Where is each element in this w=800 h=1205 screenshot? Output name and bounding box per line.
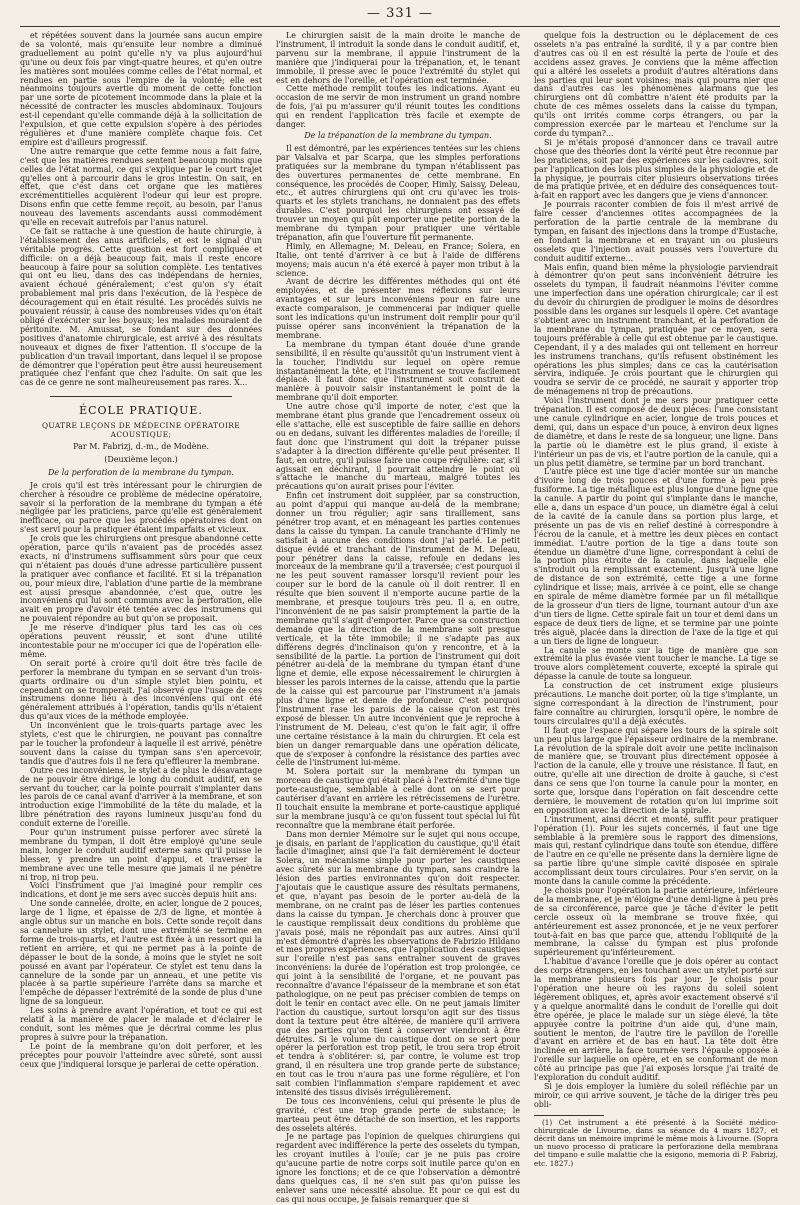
paragraph: Outre ces inconvéniens, le stylet a de plus le désavantage de ne pouvoir être dirigé le long du conduit auditif, en se servant du toucher, car la pointe pourrait s'implanter dans les parois de ce canal avant d'arriver à la membrane, et son introduction exige l'immobilité de la tête du malade, et la libre pénétration des rayons lumineux jusqu'au fond du conduit externe de l'oreille. (20, 765, 262, 829)
paragraph: Himly, en Allemagne; M. Deleau, en France; Solera, en Italie, ont tenté d'arriver à ce but à l'aide de différens moyens; mais aucun n'a été exercé à payer mon tribut à la science. (276, 241, 520, 278)
paragraph: La construction de cet instrument exige plusieurs précautions. Le manche doit porter, où la tige s'implante, un signe correspondant à la direction de l'instrument, pour faire connaître au chirurgien, lorsqu'il opère, le nombre de tours circulaires qu'il a déjà exécutés. (534, 681, 778, 726)
paragraph: Un inconvénient que le trois-quarts partage avec les stylets, c'est que le chirurgien, ne pouvant pas connaître par le toucher la profondeur à laquelle il est arrivé, pénètre souvent dans la caisse du tympan sans s'en apercevoir, tandis que d'autres fois il ne fera qu'effleurer la membrane. (20, 721, 262, 766)
footnote-rule (534, 1115, 604, 1116)
paragraph: On serait porté à croire qu'il doit être très facile de perforer la membrane du tympan en se servant d'un trois-quarts ordinaire ou d'un simple stylet bien pointu, et cependant on se tromperait. J'ai observé que l'usage de ces instrumens donne lieu à des inconvéniens qui ont été généralement attribués à l'opération, tandis qu'ils n'étaient dus qu'aux vices de la méthode employée. (20, 658, 262, 722)
paragraph: et répétées souvent dans la journée sans aucun empire de sa volonté, mais qu'ensuite leur nombre a diminué graduellement au point qu'elle n'y va plus aujourd'hui qu'une ou deux fois par vingt-quatre heures, et qu'en outre les matières sont moulées comme celles de l'état normal, et rendues en partie sous l'empire de la volonté; elle est néanmoins toujours avertie du moment de cette fonction par une sorte de picotement incommode dans la plaie et la nécessité de contracter les muscles abdominaux. Toujours est-il cependant qu'elle commande déjà à la sollicitation de l'expulsion, et que cette expulsion s'opère à des périodes régulières et d'une manière complète chaque fois. Cet empire est d'ailleurs progressif. (20, 31, 262, 147)
paragraph: Je crois que les chirurgiens ont presque abandonné cette opération, parce qu'ils n'avaient pas de procédés assez exacts, ni d'instrumens suffisamment sûrs pour que ceux qui n'étaient pas doués d'une adresse particulière pussent la pratiquer avec confiance et facilité. Et si la trépanation ou, pour mieux dire, l'ablation d'une partie de la membrane est aussi presque abandonnée, c'est que, outre les inconvéniens qui lui sont communs avec la perforation, elle avait en propre d'avoir été tentée avec des instrumens qui ne pouvaient répondre au but qu'on se proposait. (20, 534, 262, 624)
column-2-text-b (276, 145, 520, 1205)
intro-text (20, 32, 262, 388)
paragraph: Une autre chose qu'il importe de noter, c'est que la membrane étant plus grande que l'encadrement osseux où elle s'attache, elle est susceptible de faire saillie en dehors ou en dedans, suivant les différentes maladies de l'oreille; il faut donc que l'instrument qui doit la trépaner puisse s'adapter à la direction différente qu'elle peut présenter. Il faut, en outre, qu'il puisse faire une coupe régulière: car, s'il agissait en déchirant, il pourrait atteindre le point où s'attache le manche du marteau, malgré toutes les précautions qu'on aurait prises pour l'éviter. (276, 402, 520, 492)
article-body (20, 482, 262, 1070)
header-rule (20, 26, 780, 27)
paragraph: Dans mon dernier Mémoire sur le sujet qui nous occupe, je disais, en parlant de l'application du caustique, qu'il était facile d'imaginer, ainsi que l'a fait dernièrement le docteur Solera, un mécanisme simple pour porter les caustiques avec sûreté sur la membrane du tympan, sans craindre la lésion des parties environnantes qu'on doit respecter. J'ajoutais que le caustique assure des résultats permanens, et que, n'ayant pas besoin de le porter au-delà de la membrane, on ne craint pas de léser les parties contenues dans la caisse du tympan. Je cherchais donc à prouver que le caustique remplissait deux conditions du problème que j'avais posé, mais ne répondait pas aux autres. Ainsi qu'il m'est démontré d'après les observations de Fabrizio Hildano et mes propres expériences, que l'application des caustiques sur l'oreille n'est pas sans entraîner souvent de graves inconvéniens: la durée de l'opération est trop prolongée, ce qui joint à la sensibilité de l'organe, et ne pouvant pas reconnaître d'avance l'épaisseur de la membrane et son état pathologique, on ne peut pas préciser combien de temps on doit le tenir en contact avec elle. On ne peut jamais limiter l'action du caustique, surtout lorsqu'on agit sur des tissus dont la texture peut être altérée, de manière qu'il arrivera que des parties qu'on tient à conserver viendront à être détruites. Si le volume du caustique dont on se sert pour opérer la perforation est trop petit, le trou sera trop étroit et tendra à s'oblitérer: si, par contre, le volume est trop grand, il en résultera une trop grande perte de substance; en tout cas le trou n'aura pas une forme régulière, et l'on sait combien l'inflammation s'empare rapidement et avec intensité des tissus divisés irrégulièrement. (276, 829, 520, 1097)
paragraph: quelque fois la destruction ou le déplacement de ces osselets n'a pas entraîné la surdité, il y a par contre bien d'autres cas où il en est résulté la perte de l'ouïe et des accidens assez graves. Je conviens que la même affection qui a altéré les osselets a produit d'autres altérations dans les parties qui leur sont voisines; mais qui pourra nier que dans d'autres cas les phénomènes alarmans que les chirurgiens ont dû combattre n'aient été produits par la chute de ces mêmes osselets dans la caisse du tympan, qu'ils ont irrités comme corps étrangers, ou par la compression exercée par le marteau et l'enclume sur la corde du tympan?... (534, 31, 778, 138)
paragraph: Pour qu'un instrument puisse perforer avec sûreté la membrane du tympan, il doit être employé qu'une seule main, longer le conduit auditif externe sans qu'il puisse le blesser, y prendre un point d'appui, et traverser la membrane avec une telle mesure que jamais il ne pénètre ni trop, ni trop peu. (20, 828, 262, 882)
paragraph: La canule se monte sur la tige de manière que son extrémité la plus évasée vient toucher le manche. La tige se trouve alors complètement couverte, excepté la spirale qui dépasse la canule de toute sa longueur. (534, 645, 778, 682)
paragraph: Ce fait se rattache à une question de haute chirurgie, à l'établissement des anus artificiels, et est le signal d'un véritable progrès. Cette question est fort compliquée et difficile: on a déjà beaucoup fait, mais il reste encore beaucoup à faire pour sa solution complète. Les tentatives qui ont eu lieu, dans des cas indépendans de hernies, avaient échoué généralement; c'est qu'on s'y était probablement mal pris dans l'exécution, de là l'espèce de découragement qui en était résulté. Les procédés suivis ne pouvaient réussir, à cause des nombreuses vides qu'on était obligé d'exécuter sur les boyaux; les malades mouraient de péritonite. M. Amussat, se fondant sur des données positives d'anatomie chirurgicale, est arrivé à des résultats nouveaux et dignes de fixer l'attention. Il s'occupe de la publication d'un travail important, dans lequel il se propose de démontrer que l'opération peut être aussi heureusement pratiquée chez l'enfant que chez l'adulte. On sait que les cas de ce genre ne sont malheureusement pas rares. X... (20, 226, 262, 388)
paragraph: Il faut que l'espace qui sépare les tours de la spirale soit un peu plus large que l'épaisseur ordinaire de la membrane. La révolution de la spirale doit avoir une petite inclinaison de manière que, se trouvant plus directement opposée à l'action de la canule, elle y trouve une résistance. Il faut, en outre, qu'elle ait une direction de droite à gauche, si c'est dans ce sens que l'on tourne la canule pour la monter, en sorte que, lorsque dans l'opération on fait descendre cette dernière, le mouvement de rotation qu'on lui imprime soit en opposition avec la direction de la spirale. (534, 725, 778, 815)
paragraph: L'autre pièce est une tige d'acier montée sur un manche d'ivoire long de trois pouces et d'une forme à peu près fusiforme. La tige métallique est plus longue d'une ligne que la canule. A partir du point qui s'implante dans le manche, elle a, dans un espace d'un pouce, un diamètre égal à celui de la cavité de la canule dans sa portion plus large, et présente un pas de vis en relief destiné à correspondre à l'écrou de la canule, et à mettre les deux pièces en contact immédiat. L'autre portion de la tige a dans toute son étendue un diamètre d'une ligne, correspondant à celui de la portion plus étroite de la canule, dans laquelle elle s'introduit ou la remplissant exactement. Jusqu'à une ligne de distance de son extrémité, cette tige a une forme cylindrique et lisse; mais, arrivée à ce point, elle se change en spirale de même diamètre formée par un fil métallique de la grosseur d'un tiers de ligne, tournant autour d'un axe d'un tiers de ligne. Cette spirale fait un tour et demi dans un espace de deux tiers de ligne, et se termine par une pointe très aiguë, placée dans la direction de l'axe de la tige et qui a un tiers de ligne de longueur. (534, 467, 778, 646)
paragraph: Mais enfin, quand bien même la physiologie parviendrait à démontrer qu'on peut sans inconvénient détruire les osselets du tympan, il faudrait néanmoins l'éviter comme une imperfection dans une opération chirurgicale; car il est du devoir du chirurgien de prodiguer le moins de désordres possible dans les organes sur lesquels il opère. Cet avantage s'obtient avec un instrument tranchant, et la perforation de la membrane du tympan, pratiquée par ce moyen, sera toujours préférable à celle qui est obtenue par le caustique. Cependant, il y a des malades qui ont tellement en horreur les instrumens tranchans, qu'ils refusent obstinément les opérations les plus simples; dans ce cas la cautérisation servira, indiquée. Je crois pourtant que le chirurgien qui voudra se servir de ce procédé, ne saurait y apporter trop de ménagemens ni trop de précautions. (534, 262, 778, 397)
paragraph: Voici l'instrument dont je me sers pour pratiquer cette trépanation. Il est composé de deux pièces: l'une consistant une canule cylindrique en acier, longue de trois pouces et demi, qui, dans un espace d'un pouce, à environ deux lignes de diamètre, et dans le reste de sa longueur, une ligne. Dans la partie où le diamètre est le plus grand, il existe à l'intérieur un pas de vis, et l'autre portion de la canule, qui a un plus petit diamètre, se termine par un bord tranchant. (534, 396, 778, 468)
column-3-text (534, 32, 778, 1110)
paragraph: Je ne partage pas l'opinion de quelques chirurgiens qui regardent avec indifférence la perte des osselets du tympan, les croyant inutiles à l'ouïe; car je ne puis pas croire qu'aucune partie de notre corps soit inutile parce qu'on en ignore les fonctions; et de ce que l'observation a démontré dans quelques cas, il ne s'en suit pas qu'on puisse les enlever sans une nécessité absolue. Et pour ce qui est du cas qui nous occupe, je faisais remarquer que si (276, 1132, 520, 1204)
article-author: Par M. Fabrizj, d.-m., de Modène. (73, 441, 209, 451)
paragraph: Je pourrais raconter combien de fois il m'est arrivé de faire cesser d'anciennes otites accompagnées de la perforation de la partie centrale de la membrane du tympan, en faisant des injections dans la trompe d'Eustache, en fondant la membrane et en trayant un ou plusieurs osselets que l'injection avait poussés vers l'ouverture du conduit auditif externe... (534, 200, 778, 263)
column-3 (534, 31, 778, 1168)
paragraph: Le chirurgien saisit de la main droite le manche de l'instrument, il introduit la sonde dans le conduit auditif, et, parvenu sur la membrane, il appuie l'instrument de la manière que j'indiquerai pour la trépanation, et, le tenant immobile, il presse avec le pouce l'extrémité du stylet qui est en dehors de l'oreille, et l'opération est terminée. (276, 31, 520, 85)
column-1 (20, 32, 262, 1150)
paragraph: Voici l'instrument que j'ai imaginé pour remplir ces indications, et dont je me sers avec succès depuis huit ans: (20, 881, 262, 900)
paragraph: Si je m'étais proposé d'annoncer dans ce travail autre chose que des théories dont la vérité peut être reconnue par les praticiens, soit par des expériences sur les cadavres, soit par l'application des lois plus simples de la physiologie et de la physique, je pourrais citer plusieurs observations tirées de ma pratique privée, et en déduire des conséquences tout-à-fait en rapport avec les dangers que je viens d'annoncer. (534, 137, 778, 201)
paragraph: Je choisis pour l'opération la partie antérieure, inférieure de la membrane, et je m'éloigne d'une demi-ligne à peu près de sa circonférence, parce que je tâche d'éviter le petit cercle osseux où la membrane se trouve fixée, qui antérieurement est assez prononcée, et je ne veux perforer tout-à-fait en bas que parce que, attendu l'obliquité de la membrane, la caisse du tympan est plus profonde supérieurement qu'inférieurement. (534, 886, 778, 958)
paragraph: Il est démontré, par les expériences tentées sur les chiens par Valsalva et par Scarpa, que les simples perforations pratiquées sur la membrane du tympan n'établissent pas des ouvertures permanentes de cette membrane. En conséquence, les procédés de Cooper, Himly, Saissy, Deleau, etc., et autres chirurgiens qui ont cru qu'avec les trois-quarts et les stylets tranchans, ne donnaient pas des effets durables. C'est pourquoi les chirurgiens ont essayé de trouver un moyen qui pût emporter une petite portion de la membrane du tympan pour pratiquer une véritable trépanation, afin que l'ouverture fût permanente. (276, 143, 520, 242)
paragraph: Je crois qu'il est très intéressant pour le chirurgien de chercher à résoudre ce problème de médecine opératoire, savoir si la perforation de la membrane du tympan a été négligée par les praticiens, parce qu'elle est généralement inefficace, ou parce que les procédés opératoires dont on s'est servi pour la pratiquer étaient imparfaits et vicieux. (20, 480, 262, 535)
topic-heading-trepanation: De la trépanation de la membrane du tympan. (304, 130, 492, 140)
paragraph: Enfin cet instrument doit suppléer, par sa construction, au point d'appui qui manque au-delà de la membrane; donner un trou régulier; agir sans tiraillement, sans pénétrer trop avant, et en ménageant les parties contenues dans la caisse du tympan. La canule tranchante d'Himly ne satisfait à aucune des conditions dont j'ai parlé. Le petit disque évidé et tranchant de l'instrument de M. Deleau, pour pénétrer dans la caisse, refoule en dedans les morceaux de la membrane qu'il a traversée; c'est pourquoi il ne les peut souvent ramasser lorsqu'il revient pour les couper sur le bord de la canule où il doit rentrer. Il en résulte que bien souvent il n'emporte aucune partie de la membrane, et presque toujours très peu. Il a, en outre, l'inconvénient de ne pas saisir promptement la partie de la membrane qu'il s'agit d'emporter. Parce que sa construction demande que la direction de la membrane soit presque verticale, et la tête immobile; il ne s'adapte pas aux différens degrés d'inclinaison qu'on y rencontre, et à la sensibilité de la partie. La portion de l'instrument qui doit pénétrer au-delà de la membrane du tympan étant d'une ligne et demie, elle expose nécessairement le chirurgien à blesser les parois internes de la caisse, attendu que la partie de la caisse qui est parcourue par l'instrument n'a jamais plus d'une ligne et demie de profondeur. C'est pourquoi l'instrument rase les parois de la caisse qu'on est très exposé de blesser. Un autre inconvénient que je reproche à l'instrument de M. Deleau, c'est qu'on le fait agir, il offre une certaine résistance à la main du chirurgien. Et cela est bien un danger remarquable dans une opération délicate, que de s'exposer à confondre la résistance des parties avec celle de l'instrument lui-même. (276, 491, 521, 768)
paragraph: Si je dois employer la lumière du soleil réfléchie par un miroir, ce qui arrive souvent, je tâche de la diriger très peu obli- (534, 1081, 778, 1109)
paragraph: L'habitue d'avance l'oreille que je dois opérer au contact des corps étrangers, en les touchant avec un stylet porté sur la membrane plusieurs fois par jour. Je choisis pour l'opération une heure où les rayons du soleil soient légèrement obliques, et, après avoir exactement observé s'il y a quelque anormalité dans le conduit de l'oreille qui doit être opérée, je place le malade sur un siège élevé, la tête appuyée contre la poitrine d'un aide qui, d'une main, soutient le menton, de l'autre tire le pavillon de l'oreille d'avant en arrière et de bas en haut. La tête doit être inclinée en arrière, la face tournée vers l'épaule opposée à l'oreille sur laquelle on opère, et en se conformant de mon côté au principe pas que j'ai exposés lorsque j'ai traité de l'exploration du conduit auditif. (534, 957, 778, 1083)
topic-heading: De la perforation de la membrane du tympan. (48, 467, 234, 477)
paragraph: M. Solera portait sur la membrane du tympan un morceau de caustique qui était placé à l'extrémité d'une tige porte-caustique, semblable à celle dont on se sert pour cautériser d'avant en arrière les rétrécissemens de l'urètre. Il touchait ensuite la membrane et porte-caustique appliqué sur la membrane jusqu'à ce qu'on fussent tout spécial lui fût reconnaître que la membrane était perforée. (276, 767, 520, 830)
footnote: (1) Cet instrument a été présenté à la Société médico-chirurgicale de Livourne, dans sa séance du 4 mars 1827, et décrit dans un mémoire imprimé le même mois à Livourne. (Sopra un nuovo processo di praticare la perforazione della membrana del timpano e sulle malattie che la esigono, memoria di P. Fabrizj, etc. 1827.) (534, 1117, 778, 1168)
paragraph: Avant de décrire les différentes méthodes qui ont été employées, et de présenter mes réflexions sur leurs avantages et sur leurs inconvéniens pour en faire une exacte comparaison, je commencerai par indiquer quelle sont les indications qu'un instrument doit remplir pour qu'il puisse opérer sans inconvénient la trépanation de la membrane. (276, 277, 520, 340)
paragraph: Une autre remarque que cette femme nous a fait faire, c'est que les matières rendues sentent beaucoup moins que celles de l'état normal, ce qui s'explique par le court trajet qu'elles ont à parcourir dans le gros intestin. On sait, en effet, que c'est dans cet organe que les matières excrémentitielles acquièrent l'odeur qui leur est propre. Disons enfin que cette femme reçoit, au besoin, par l'anus nouveau des lavements ascendants aussi commodément qu'elle en recevait autrefois par l'anus naturel. (20, 146, 262, 228)
lessons-title: QUATRE LEÇONS DE MÉDECINE OPÉRATOIRE ACOUSTIQUE; (41, 421, 241, 440)
page-number-header: — 331 — (366, 6, 434, 21)
column-2 (276, 31, 521, 1204)
column-2-text-a (276, 32, 520, 130)
paragraph: La membrane du tympan étant douée d'une grande sensibilité, il en résulte qu'aussitôt qu'un instrument vient à la toucher, l'individu sur lequel on opère remue instantanément la tête, et l'instrument se trouve facilement déplacé. Il faut donc que l'instrument soit construit de manière à pouvoir saisir instantanément le point de la membrane qu'il doit emporter. (276, 339, 520, 403)
paragraph: Une sonde cannelée, droite, en acier, longue de 2 pouces, large de 1 ligne, et épaisse de 2/3 de ligne, et montée à angle obtus sur un manche en bois. Cette sonde reçoit dans sa cannelure un stylet, dont une extrémité se termine en forme de trois-quarts, et l'autre est fixée à un ressort qui la retient en arrière, et qui ne permet pas à la pointe de dépasser le bout de la sonde, à moins que le stylet ne soit poussé en avant par l'opérateur. Ce stylet est tenu dans la cannelure de la sonde par un anneau, et une petite vis placée à sa partie supérieure l'arrête dans sa marche et l'empêche de dépasser l'extrémité de la sonde de plus d'une ligne de sa longueur. (20, 899, 262, 1007)
section-title: ÉCOLE PRATIQUE. (79, 404, 203, 418)
paragraph: Je me réserve d'indiquer plus tard les cas où ces opérations peuvent réussir, et sont d'une utilité incontestable pour ne m'occuper ici que de l'opération elle-même. (20, 623, 262, 659)
paragraph: Les soins à prendre avant l'opération, et tout ce qui est relatif à la manière de placer le malade et d'éclairer le conduit, sont les mêmes que je décrirai comme les plus propres à suivre pour la trépanation. (20, 1006, 262, 1042)
paragraph: L'instrument, ainsi décrit et monté, suffit pour pratiquer l'opération (1). Pour les sujets concernés, il faut une tige semblable à la première sous le rapport des dimensions, mais qui, restant cylindrique dans toute son étendue, diffère de l'autre en ce qu'elle ne présente dans la dernière ligne de sa partie libre qu'une simple cavité disposée en spirale accomplissant deux tours circulaires. Pour s'en servir, on la monte dans la canule comme la précédente. (534, 814, 778, 887)
paragraph: Cette méthode remplit toutes les indications. Ayant eu occasion de me servir de mon instrument un grand nombre de fois, j'ai pu m'assurer qu'il réunit toutes les conditions qui en rendent l'application très facile et exempte de danger. (276, 84, 520, 130)
section-divider (50, 396, 232, 397)
paragraph: Le point de la membrane qu'on doit perforer, et les préceptes pour pouvoir l'atteindre avec sûreté, sont aussi ceux que j'indiquerai lorsque je parlerai de cette opération. (20, 1041, 262, 1069)
paragraph: De tous ces inconvéniens, celui qui présente le plus de gravité, c'est une trop grande perte de substance; le marteau peut être détaché de son insertion, et les rapports des osselets altérés. (276, 1096, 520, 1133)
lesson-number: (Deuxième leçon.) (104, 454, 178, 464)
